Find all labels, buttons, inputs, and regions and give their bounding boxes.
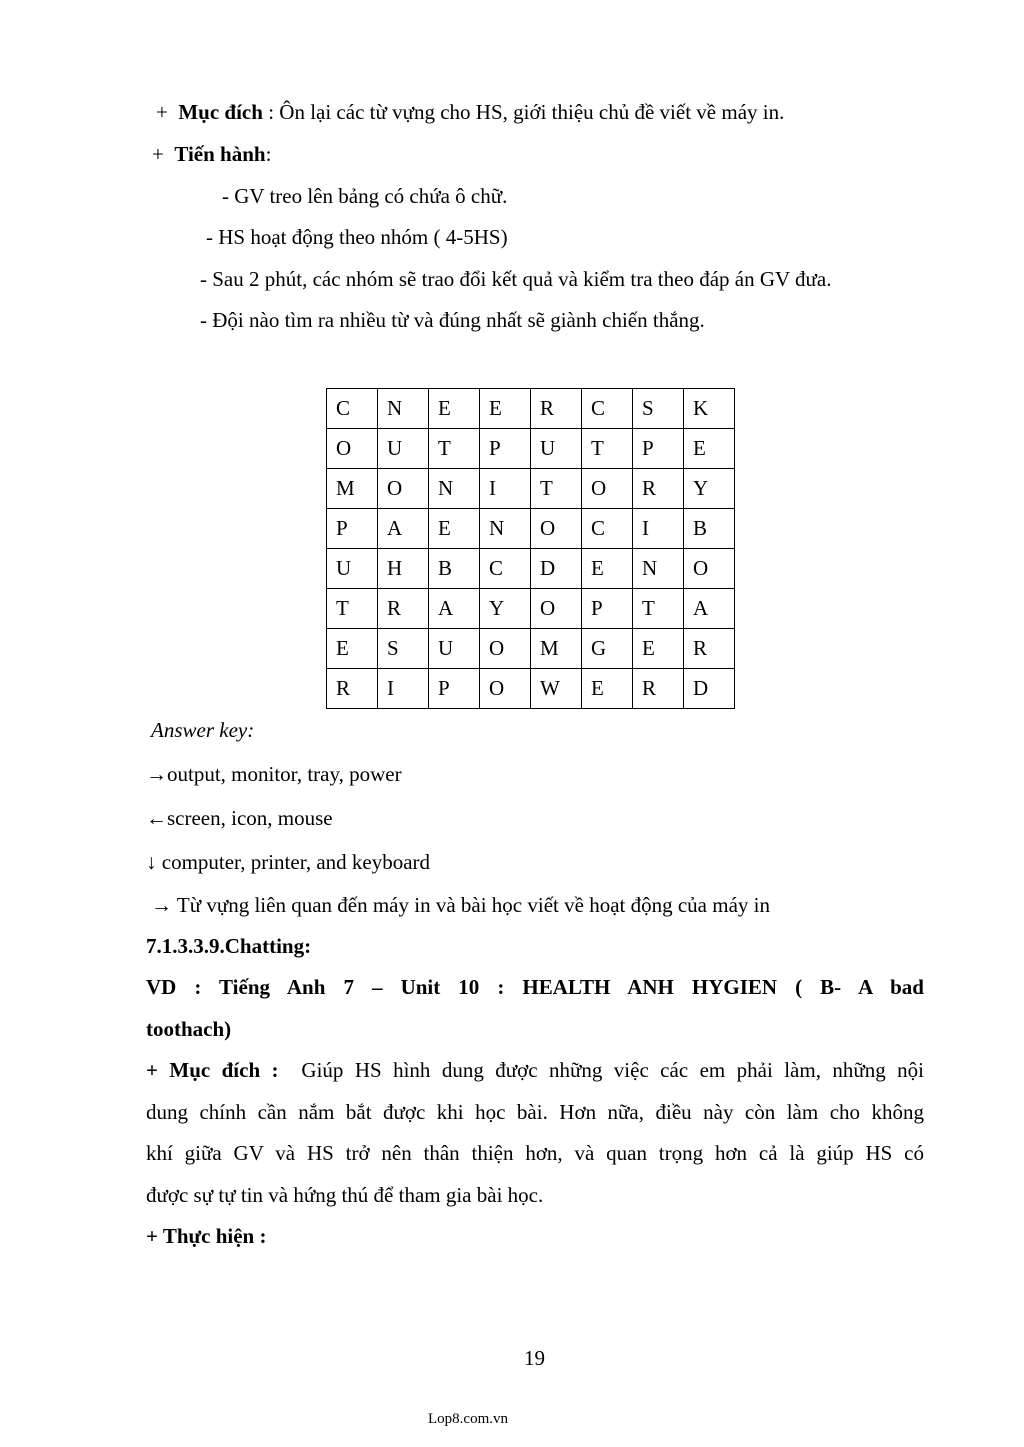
grid-cell: A <box>684 589 735 629</box>
grid-cell: S <box>378 629 429 669</box>
procedure-label: Tiến hành <box>174 142 266 166</box>
grid-cell: C <box>327 389 378 429</box>
grid-row <box>327 469 735 509</box>
purpose-text: : Ôn lại các từ vựng cho HS, giới thiệu chủ đề viết về máy in. <box>262 100 785 124</box>
word-search-grid <box>326 388 735 709</box>
grid-cell: C <box>480 549 531 589</box>
execution-label: + Thực hiện : <box>146 1224 267 1248</box>
grid-cell: O <box>480 669 531 709</box>
grid-cell: E <box>327 629 378 669</box>
answer-right: →output, monitor, tray, power <box>146 762 402 786</box>
section-purpose-text: Giúp HS hình dung được những việc các em phải làm, những nội <box>301 1058 925 1082</box>
section-purpose-line: dung chính cần nắm bắt được khi học bài. Hơn nữa, điều này còn làm cho không <box>146 1100 924 1124</box>
grid-cell: P <box>327 509 378 549</box>
grid-cell: D <box>531 549 582 589</box>
grid-cell: N <box>429 469 480 509</box>
grid-cell: R <box>684 629 735 669</box>
grid-cell: T <box>531 469 582 509</box>
grid-cell: C <box>582 389 633 429</box>
grid-cell: P <box>633 429 684 469</box>
grid-cell: I <box>378 669 429 709</box>
grid-cell: I <box>633 509 684 549</box>
grid-row <box>327 669 735 709</box>
grid-cell: S <box>633 389 684 429</box>
page-number: 19 <box>524 1346 545 1370</box>
grid-cell: Y <box>480 589 531 629</box>
procedure-line <box>152 140 271 168</box>
grid-cell: O <box>480 629 531 669</box>
grid-cell: C <box>582 509 633 549</box>
grid-cell: A <box>378 509 429 549</box>
answer-down: ↓ computer, printer, and keyboard <box>146 850 431 874</box>
grid-cell: T <box>327 589 378 629</box>
grid-cell: N <box>378 389 429 429</box>
grid-cell: N <box>633 549 684 589</box>
grid-cell: R <box>633 669 684 709</box>
grid-cell: B <box>429 549 480 589</box>
grid-cell: R <box>327 669 378 709</box>
grid-cell: T <box>429 429 480 469</box>
grid-cell: U <box>531 429 582 469</box>
plus-marker: + <box>156 100 168 124</box>
grid-cell: E <box>480 389 531 429</box>
grid-cell: O <box>582 469 633 509</box>
step-item: - HS hoạt động theo nhóm ( 4-5HS) <box>206 225 508 249</box>
grid-cell: H <box>378 549 429 589</box>
grid-cell: P <box>480 429 531 469</box>
section-purpose-last-line: được sự tự tin và hứng thú để tham gia bài học. <box>146 1183 544 1207</box>
grid-cell: W <box>531 669 582 709</box>
purpose-line <box>156 98 784 126</box>
section-purpose-line <box>146 1056 924 1084</box>
grid-row <box>327 629 735 669</box>
plus-marker: + <box>152 142 164 166</box>
grid-cell: K <box>684 389 735 429</box>
grid-cell: I <box>480 469 531 509</box>
grid-cell: D <box>684 669 735 709</box>
grid-row <box>327 589 735 629</box>
grid-cell: G <box>582 629 633 669</box>
grid-cell: P <box>582 589 633 629</box>
answer-left: ←screen, icon, mouse <box>146 806 333 830</box>
grid-cell: R <box>531 389 582 429</box>
grid-cell: M <box>327 469 378 509</box>
grid-cell: E <box>429 389 480 429</box>
grid-cell: E <box>429 509 480 549</box>
grid-row <box>327 509 735 549</box>
grid-cell: N <box>480 509 531 549</box>
grid-cell: E <box>582 669 633 709</box>
grid-cell: U <box>429 629 480 669</box>
grid-cell: A <box>429 589 480 629</box>
example-line-continued: toothach) <box>146 1017 232 1041</box>
step-item: - GV treo lên bảng có chứa ô chữ. <box>222 184 508 208</box>
answer-conclusion: → Từ vựng liên quan đến máy in và bài học viết về hoạt động của máy in <box>151 893 770 917</box>
section-heading: 7.1.3.3.9.Chatting: <box>146 934 312 958</box>
grid-cell: T <box>582 429 633 469</box>
grid-cell: B <box>684 509 735 549</box>
grid-cell: O <box>327 429 378 469</box>
section-purpose-label: + Mục đích : <box>146 1058 279 1082</box>
grid-cell: M <box>531 629 582 669</box>
grid-cell: T <box>633 589 684 629</box>
step-item: - Sau 2 phút, các nhóm sẽ trao đổi kết quả và kiểm tra theo đáp án GV đưa. <box>200 267 832 291</box>
step-item: - Đội nào tìm ra nhiều từ và đúng nhất sẽ giành chiến thắng. <box>200 308 705 332</box>
grid-cell: O <box>531 509 582 549</box>
grid-cell: E <box>582 549 633 589</box>
grid-cell: O <box>531 589 582 629</box>
grid-cell: P <box>429 669 480 709</box>
grid-cell: U <box>327 549 378 589</box>
grid-cell: O <box>378 469 429 509</box>
example-line: VD : Tiếng Anh 7 – Unit 10 : HEALTH ANH HYGIEN ( B- A bad <box>146 975 924 999</box>
footer-site: Lop8.com.vn <box>428 1411 508 1427</box>
section-purpose-line: khí giữa GV và HS trở nên thân thiện hơn, và quan trọng hơn cả là giúp HS có <box>146 1141 924 1165</box>
grid-row <box>327 549 735 589</box>
grid-cell: U <box>378 429 429 469</box>
grid-row <box>327 389 735 429</box>
grid-cell: Y <box>684 469 735 509</box>
grid-cell: O <box>684 549 735 589</box>
grid-cell: E <box>684 429 735 469</box>
grid-cell: R <box>378 589 429 629</box>
answer-key-title: Answer key: <box>151 718 255 742</box>
grid-cell: E <box>633 629 684 669</box>
procedure-colon: : <box>265 142 272 166</box>
purpose-label: Mục đích <box>178 100 263 124</box>
grid-row <box>327 429 735 469</box>
grid-cell: R <box>633 469 684 509</box>
